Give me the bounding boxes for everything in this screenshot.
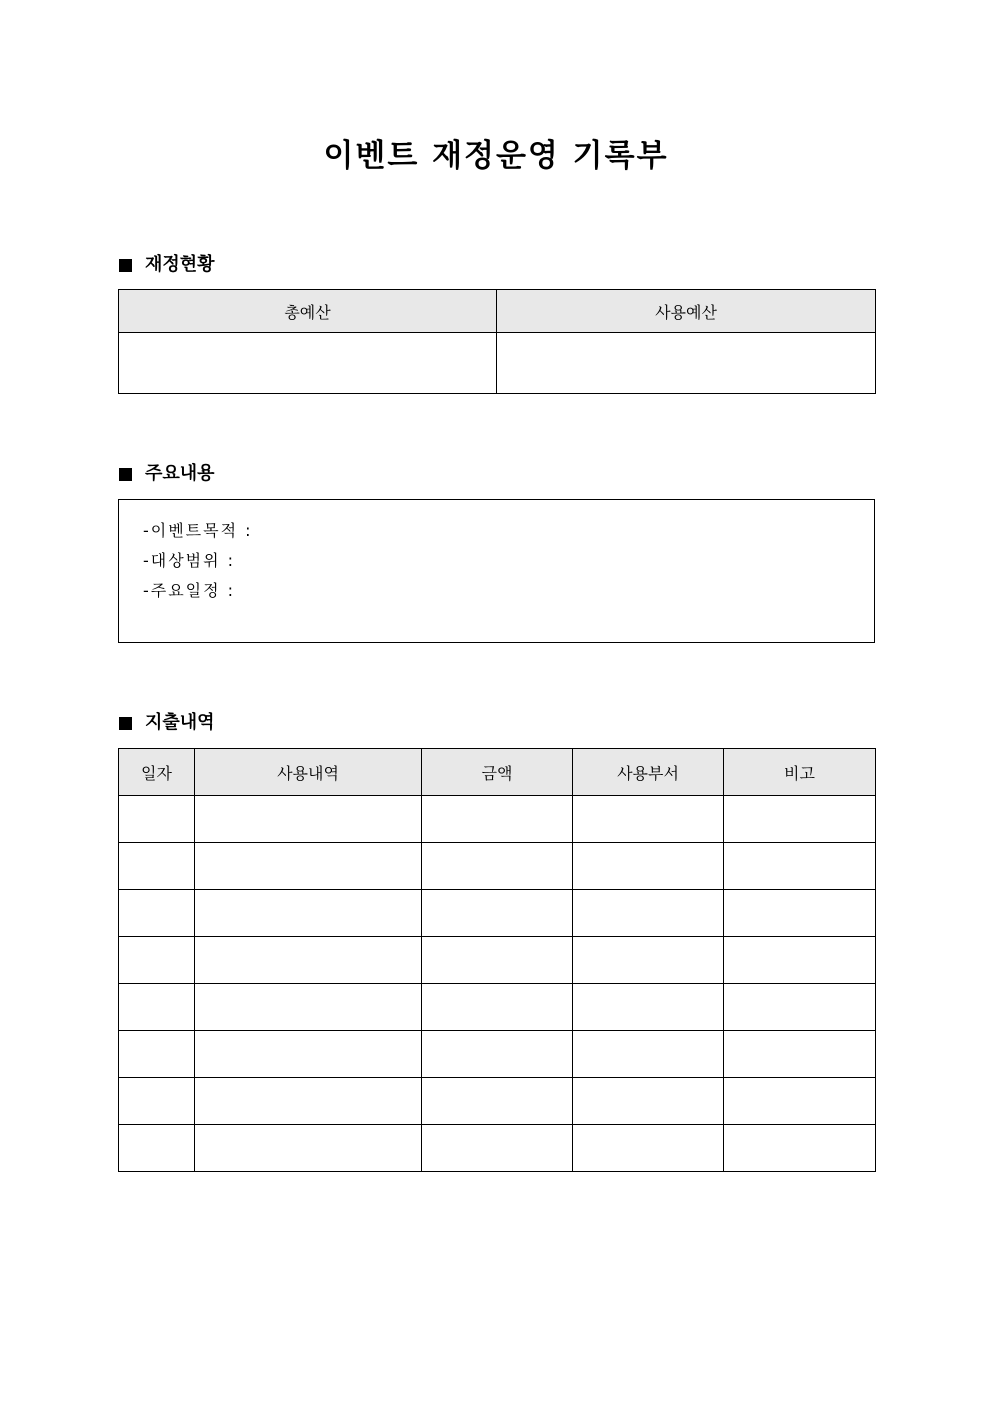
table-row (119, 937, 876, 984)
table-row (119, 1031, 876, 1078)
department-cell[interactable] (573, 984, 724, 1031)
table-row (119, 1078, 876, 1125)
department-cell[interactable] (573, 890, 724, 937)
date-cell[interactable] (119, 890, 195, 937)
remarks-cell[interactable] (724, 1078, 876, 1125)
usage-details-cell[interactable] (195, 1078, 422, 1125)
header-used-budget: 사용예산 (497, 290, 876, 333)
usage-details-cell[interactable] (195, 937, 422, 984)
main-content-box[interactable] (118, 499, 875, 643)
remarks-cell[interactable] (724, 796, 876, 843)
section-heading-text: 주요내용 (145, 463, 215, 484)
section-main-content-heading (119, 462, 215, 486)
main-schedule-line: -주요일정 : (143, 581, 236, 600)
table-header-row (119, 290, 876, 333)
department-cell[interactable] (573, 1078, 724, 1125)
expenditure-table (118, 748, 876, 1172)
department-cell[interactable] (573, 796, 724, 843)
header-total-budget: 총예산 (119, 290, 497, 333)
department-cell[interactable] (573, 1031, 724, 1078)
remarks-cell[interactable] (724, 890, 876, 937)
amount-cell[interactable] (422, 890, 573, 937)
table-row (119, 1125, 876, 1172)
black-square-icon (119, 717, 132, 730)
table-header-row (119, 749, 876, 796)
usage-details-cell[interactable] (195, 1031, 422, 1078)
amount-cell[interactable] (422, 796, 573, 843)
finance-status-table (118, 289, 876, 394)
usage-details-cell[interactable] (195, 1125, 422, 1172)
used-budget-cell[interactable] (497, 333, 876, 394)
remarks-cell[interactable] (724, 937, 876, 984)
black-square-icon (119, 468, 132, 481)
page-title: 이벤트 재정운영 기록부 (323, 138, 669, 174)
department-cell[interactable] (573, 1125, 724, 1172)
amount-cell[interactable] (422, 1078, 573, 1125)
usage-details-cell[interactable] (195, 890, 422, 937)
table-row (119, 843, 876, 890)
date-cell[interactable] (119, 1078, 195, 1125)
section-heading-text: 재정현황 (145, 254, 215, 275)
target-scope-line: -대상범위 : (143, 551, 236, 570)
expenditure-table-body (119, 796, 876, 1172)
amount-cell[interactable] (422, 1125, 573, 1172)
header-amount: 금액 (422, 749, 573, 796)
header-remarks: 비고 (724, 749, 876, 796)
table-row (119, 333, 876, 394)
amount-cell[interactable] (422, 1031, 573, 1078)
event-purpose-line: -이벤트목적 : (143, 521, 253, 540)
amount-cell[interactable] (422, 984, 573, 1031)
department-cell[interactable] (573, 937, 724, 984)
date-cell[interactable] (119, 1031, 195, 1078)
department-cell[interactable] (573, 843, 724, 890)
usage-details-cell[interactable] (195, 843, 422, 890)
section-heading-text: 지출내역 (145, 712, 215, 733)
amount-cell[interactable] (422, 937, 573, 984)
section-expenditure-heading (119, 711, 215, 735)
table-row (119, 984, 876, 1031)
remarks-cell[interactable] (724, 1125, 876, 1172)
header-date: 일자 (119, 749, 195, 796)
section-finance-status-heading (119, 253, 215, 277)
date-cell[interactable] (119, 984, 195, 1031)
black-square-icon (119, 259, 132, 272)
total-budget-cell[interactable] (119, 333, 497, 394)
date-cell[interactable] (119, 1125, 195, 1172)
date-cell[interactable] (119, 796, 195, 843)
date-cell[interactable] (119, 843, 195, 890)
amount-cell[interactable] (422, 843, 573, 890)
table-row (119, 796, 876, 843)
remarks-cell[interactable] (724, 843, 876, 890)
usage-details-cell[interactable] (195, 984, 422, 1031)
remarks-cell[interactable] (724, 1031, 876, 1078)
remarks-cell[interactable] (724, 984, 876, 1031)
header-department: 사용부서 (573, 749, 724, 796)
header-usage-details: 사용내역 (195, 749, 422, 796)
usage-details-cell[interactable] (195, 796, 422, 843)
table-row (119, 890, 876, 937)
date-cell[interactable] (119, 937, 195, 984)
